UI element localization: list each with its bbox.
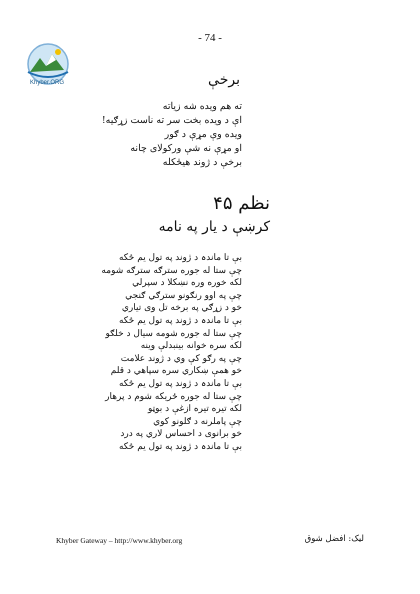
footer-source-link[interactable]: Khyber Gateway – http://www.khyber.org	[56, 536, 183, 545]
intro-stanza	[42, 100, 242, 170]
poem-title: کرښې د یار په نامه	[158, 219, 270, 235]
poem-line: چې پاملرنه د ګلونو کوي	[153, 416, 242, 427]
poem-line: بې تا ماندہ د ژوند په تول یم ځکه	[118, 315, 242, 326]
poem-line: چې په اوو رنګونو سترګي ګنجي	[125, 290, 242, 301]
poem-line: چې ستا له جوره سترګه سترګه شومه	[101, 265, 242, 276]
poem-line: چې په رګو کې وي د ژوند علامت	[120, 353, 242, 364]
intro-line: او مړې نه شې ورکولای چانه	[130, 143, 242, 154]
poem-line: خو همې ښکاري سره سپاهي د قلم	[110, 366, 242, 377]
poem-line: لکه سره خوانه بینبدلې وینه	[140, 341, 242, 352]
poem-line: چې ستا له جوره شومه سیال د خلګو	[105, 328, 242, 339]
poem-number: نظم ۴۵	[213, 193, 270, 214]
poem-line: خو د زړګي په برخه تل وی تیاري	[121, 303, 242, 314]
intro-line: ته هم ویده شه زیاته	[162, 101, 242, 112]
poem-line: بې تا ماندہ د ژوند په تول یم ځکه	[118, 378, 242, 389]
logo-text: Khyber.ORG	[29, 80, 64, 86]
footer-author: لیک: افضل شوق	[304, 534, 364, 544]
poem-line: بې تا ماندہ د ژوند په تول یم ځکه	[118, 253, 242, 263]
poem-line: لکه تیره تیره ازغې د بوټو	[147, 404, 242, 415]
section-title: برخې	[208, 72, 240, 88]
poem-body	[22, 252, 242, 454]
khyber-logo-icon	[18, 36, 78, 96]
poem-line: لکه خوره وره نښکلا د سپرلي	[132, 278, 242, 289]
poem-line: خو برانوی د احساس لاري په درد	[120, 429, 242, 440]
poem-line: بې تا ماندہ د ژوند په تول یم ځکه	[118, 441, 242, 452]
page-number: - 74 -	[198, 32, 222, 44]
intro-line: اې د ویده بخت سر ته ناست زړګیه!	[101, 115, 242, 126]
intro-line: ویده وې مړې د ګور	[164, 129, 242, 140]
poem-line: چې ستا له جوره ځریکه شوم د پرهار	[105, 391, 242, 402]
intro-line: برخې د ژوند هیڅکله	[162, 157, 242, 168]
